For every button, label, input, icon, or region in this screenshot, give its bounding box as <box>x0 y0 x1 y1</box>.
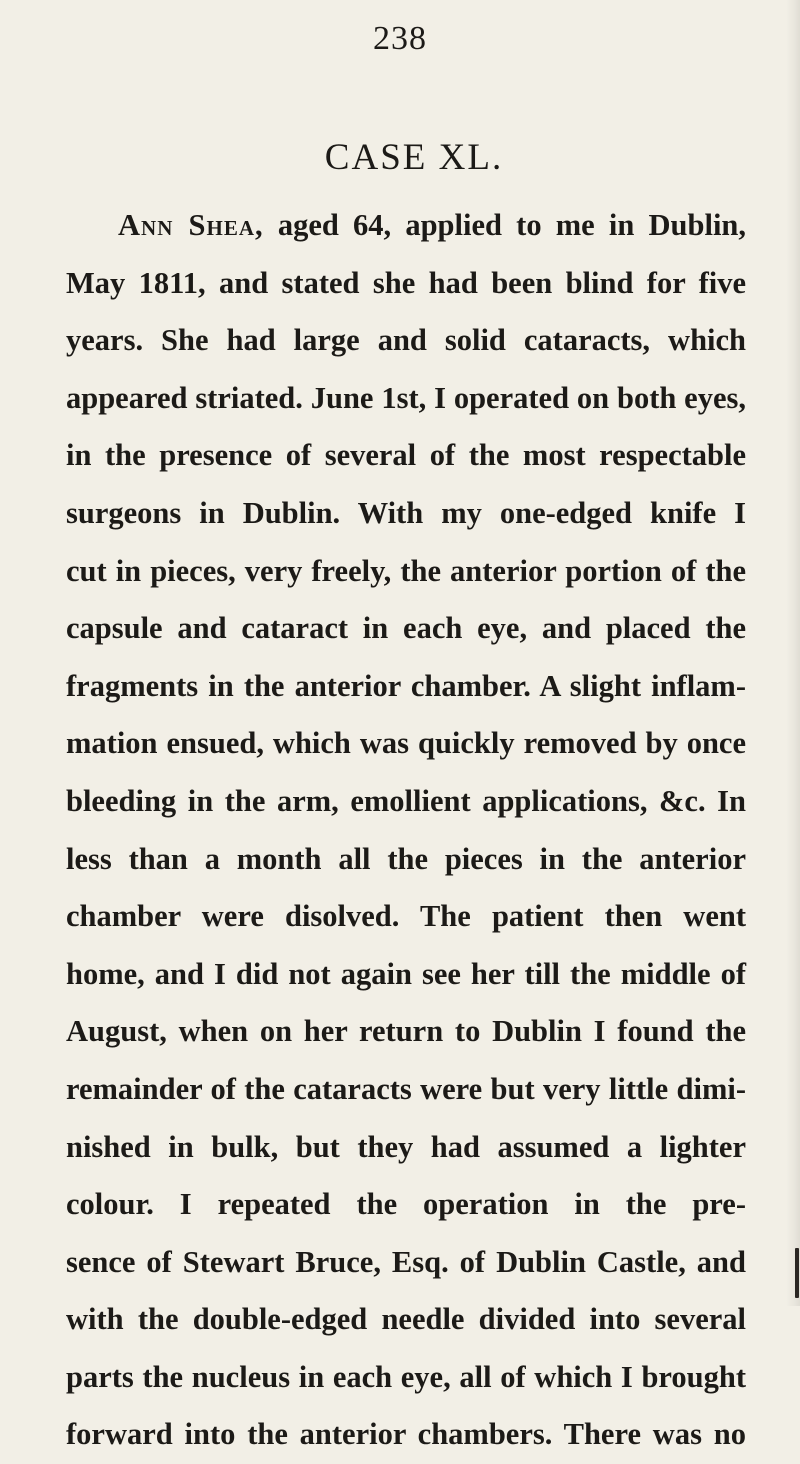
page-edge-shadow <box>786 0 800 1306</box>
case-body <box>66 197 746 1464</box>
case-heading: CASE XL. <box>324 137 504 178</box>
text-line: sence of Stewart Bruce, Esq. of Dublin Castle, and <box>66 1244 746 1279</box>
text-line-last: forward into the anterior chambers. There was no <box>66 1417 746 1452</box>
text-line-first <box>66 197 746 255</box>
text-line: years. She had large and solid cataracts, which <box>66 323 746 358</box>
text-line: nished in bulk, but they had assumed a lighter <box>66 1129 746 1164</box>
text-line: fragments in the anterior chamber. A slight inflam- <box>66 668 746 703</box>
text-line: with the double-edged needle divided into several <box>66 1302 746 1337</box>
text-line: mation ensued, which was quickly removed by once <box>66 726 746 761</box>
text-line: chamber were disolved. The patient then went <box>66 899 746 934</box>
text-line: bleeding in the arm, emollient applications, &c. In <box>66 783 746 818</box>
text-line: May 1811, and stated she had been blind for five <box>66 265 746 300</box>
patient-name: Ann Shea, <box>118 208 264 242</box>
text-line: home, and I did not again see her till the middle of <box>66 956 746 991</box>
text-line: colour. I repeated the operation in the pre- <box>66 1187 746 1222</box>
text-line: in the presence of several of the most respectable <box>66 438 746 473</box>
text-line: capsule and cataract in each eye, and placed the <box>66 611 746 646</box>
text-line: cut in pieces, very freely, the anterior portion of the <box>66 553 746 588</box>
text-line: parts the nucleus in each eye, all of which I brought <box>66 1359 746 1394</box>
binding-mark <box>795 1248 799 1298</box>
text-line: surgeons in Dublin. With my one-edged knife I <box>66 495 746 530</box>
text-line: less than a month all the pieces in the anterior <box>66 841 746 876</box>
text-line: August, when on her return to Dublin I found the <box>66 1014 746 1049</box>
text-line: appeared striated. June 1st, I operated on both eyes, <box>66 380 746 415</box>
first-line-text: aged 64, applied to me in Dublin, <box>263 208 747 242</box>
text-line: remainder of the cataracts were but very little dimi- <box>66 1071 746 1106</box>
page-number: 238 <box>373 20 427 57</box>
